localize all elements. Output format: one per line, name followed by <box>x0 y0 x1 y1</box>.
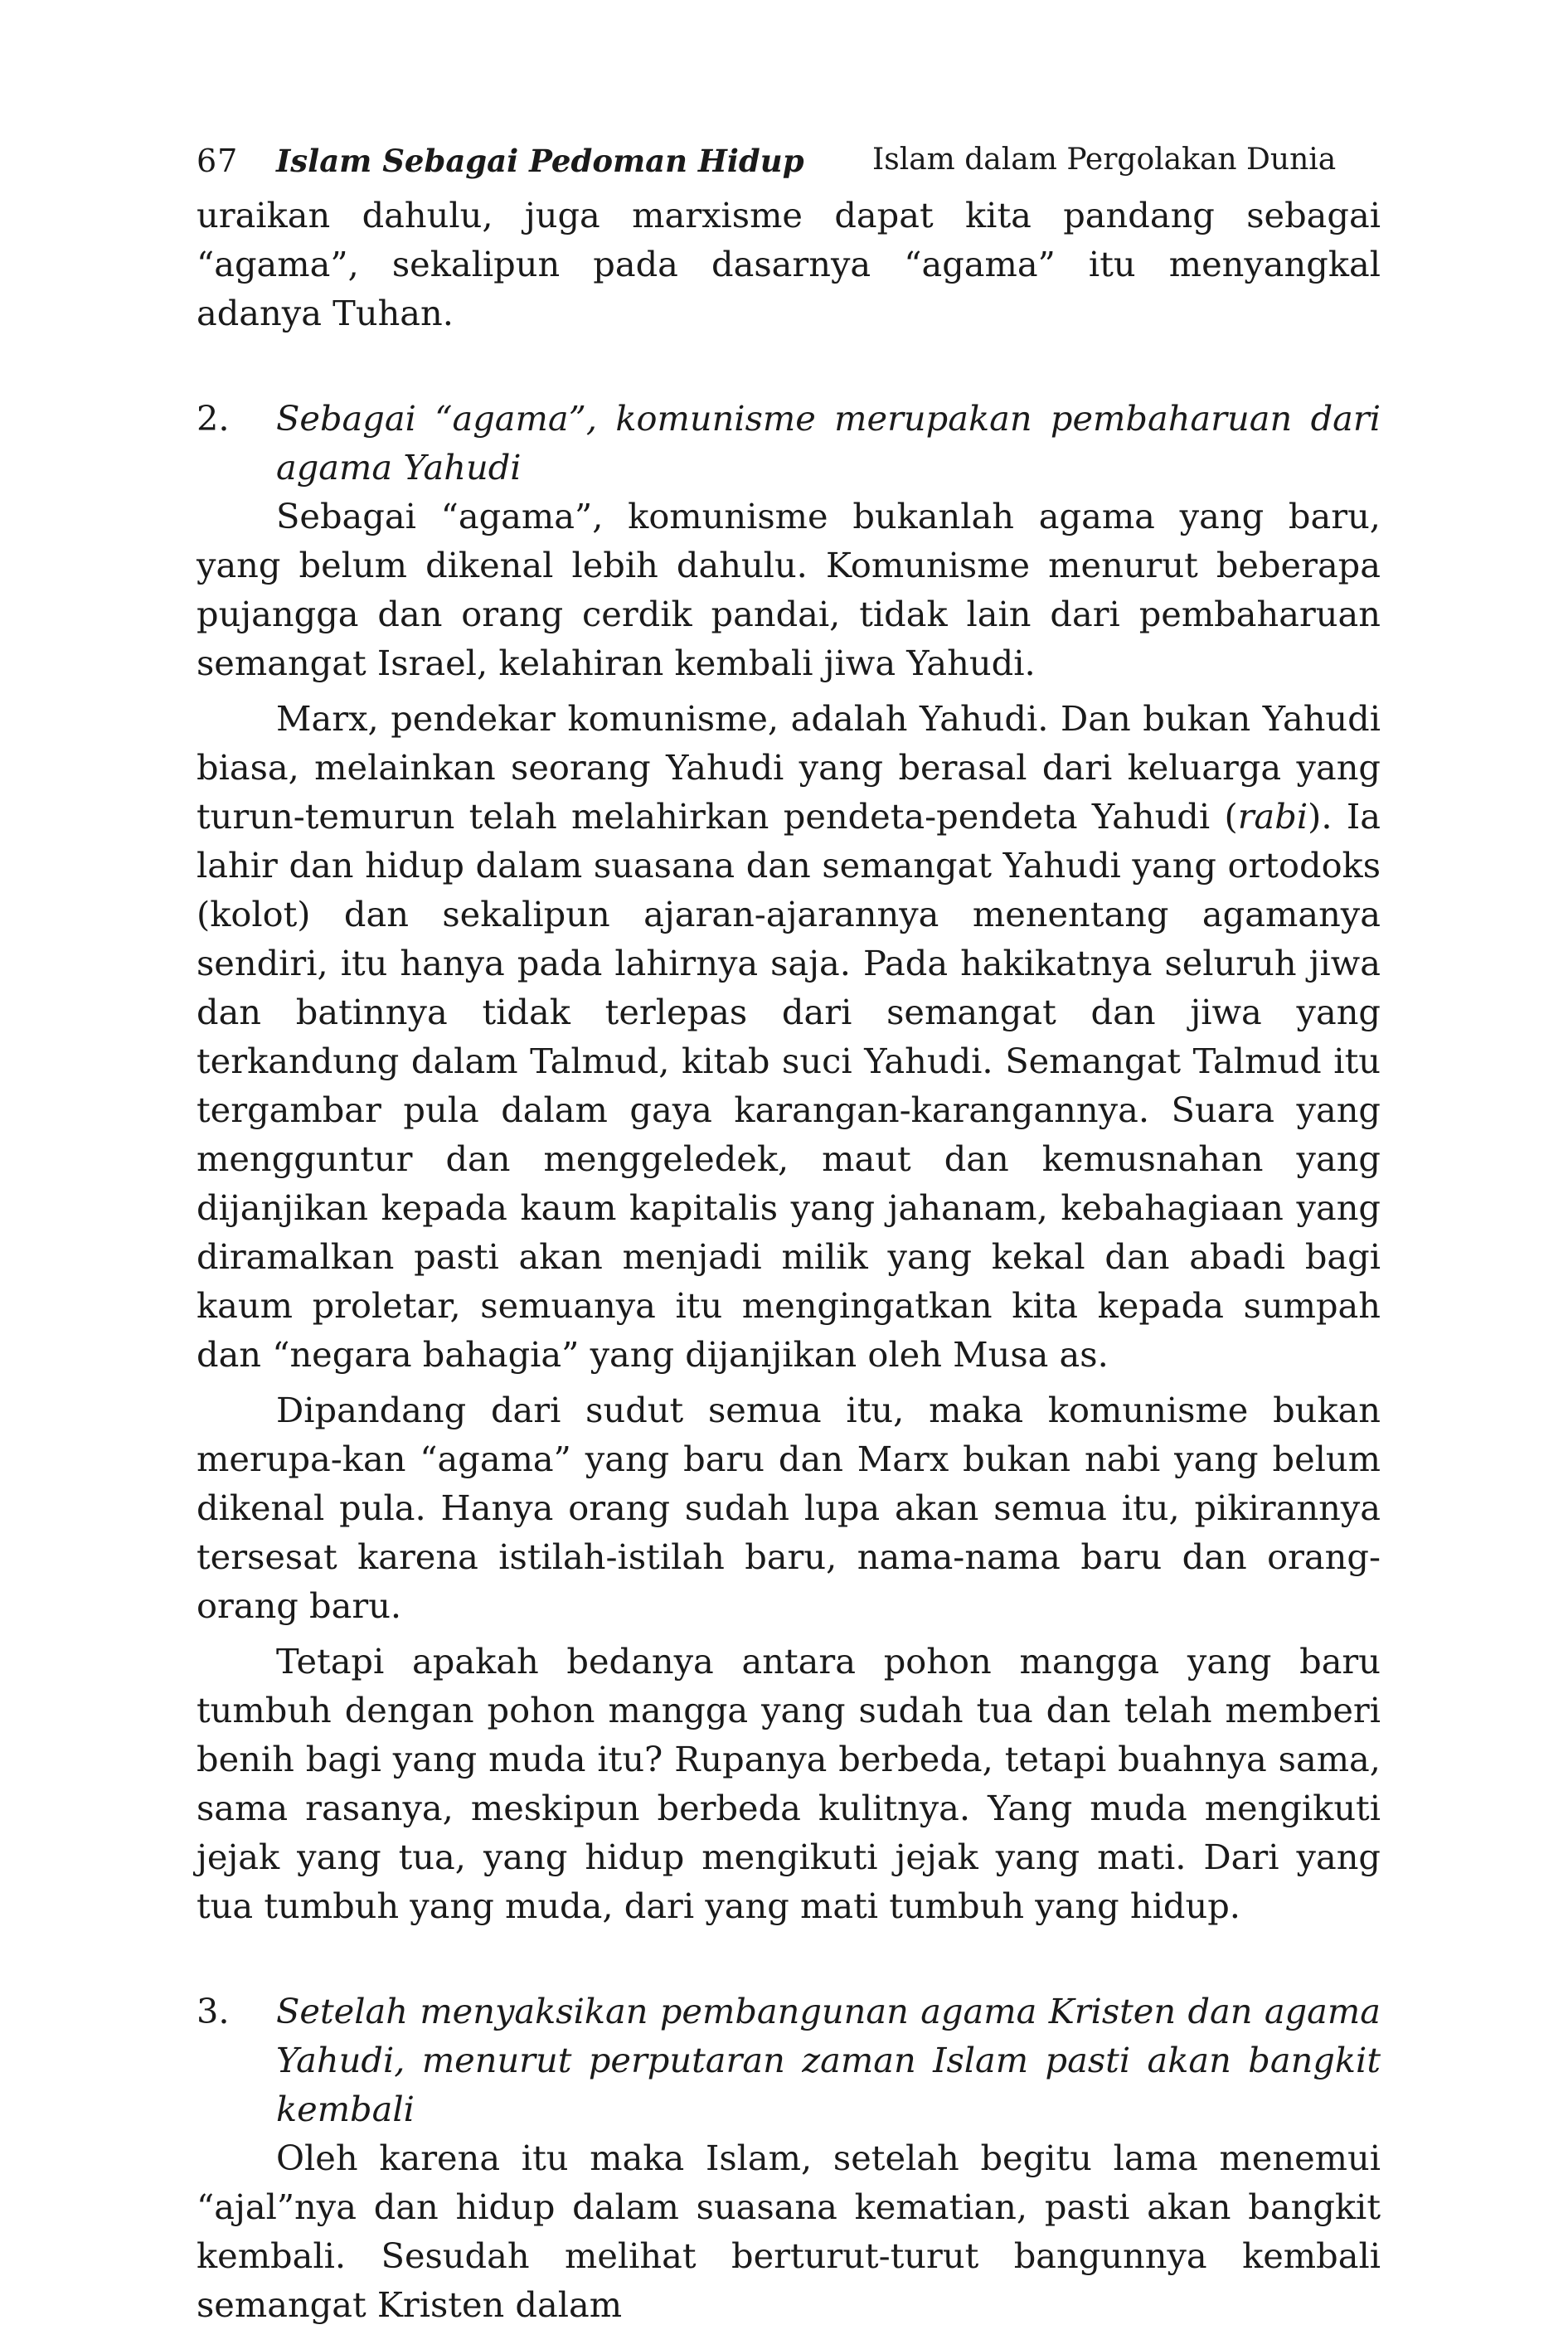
book-page <box>197 133 1381 2336</box>
running-head <box>197 133 1381 191</box>
book-title: Islam Sebagai Pedoman Hidup <box>276 143 804 179</box>
section-heading-text: Sebagai “agama”, komunisme merupakan pembaharuan dari agama Yahudi <box>276 398 1381 488</box>
italic-term: rabi <box>1237 796 1308 837</box>
page-body <box>197 191 1381 2329</box>
paragraph: Sebagai “agama”, komunisme bukanlah agama yang baru, yang belum dikenal lebih dahulu. Komunisme menurut beberapa pujangga dan orang cerdik pandai, tidak lain dari pembaharuan semangat Israel, kelahiran kembali jiwa Yahudi. <box>197 496 1381 683</box>
section-heading <box>197 1987 1381 2133</box>
paragraph: Tetapi apakah bedanya antara pohon mangga yang baru tumbuh dengan pohon mangga yang sudah tua dan telah memberi benih bagi yang muda itu? Rupanya berbeda, tetapi buahnya sama, sama rasanya, meskipun berbeda kulitnya. Yang muda mengikuti jejak yang tua, yang hidup mengikuti jejak yang mati. Dari yang tua tumbuh yang muda, dari yang mati tumbuh yang hidup. <box>197 1641 1381 1926</box>
section-number: 2. <box>197 398 230 439</box>
section-heading-text: Setelah menyaksikan pembangunan agama Kristen dan agama Yahudi, menurut perputaran zaman Islam pasti akan bangkit kembali <box>276 1991 1381 2129</box>
section-2 <box>197 394 1381 1930</box>
section-heading <box>197 394 1381 492</box>
paragraph: Dipandang dari sudut semua itu, maka komunisme bukan merupa-kan “agama” yang baru dan Marx bukan nabi yang belum dikenal pula. Hanya orang sudah lupa akan semua itu, pikirannya tersesat karena istilah-istilah baru, nama-nama baru dan orang-orang baru. <box>197 1390 1381 1626</box>
section-number: 3. <box>197 1991 230 2031</box>
page-number: 67 <box>197 143 239 179</box>
paragraph: Oleh karena itu maka Islam, setelah begitu lama menemui “ajal”nya dan hidup dalam suasana kematian, pasti akan bangkit kembali. Sesudah melihat berturut-turut bangunnya kembali semangat Kristen dalam <box>197 2138 1381 2325</box>
section-3 <box>197 1987 1381 2329</box>
intro-paragraph: uraikan dahulu, juga marxisme dapat kita pandang sebagai “agama”, sekalipun pada dasarnya “agama” itu menyangkal adanya Tuhan. <box>197 195 1381 333</box>
paragraph: Marx, pendekar komunisme, adalah Yahudi. Dan bukan Yahudi biasa, melainkan seorang Yahudi yang berasal dari keluarga yang turun-temurun telah melahirkan pendeta-pendeta Yahudi (rabi). Ia lahir dan hidup dalam suasana dan semangat Yahudi yang ortodoks (kolot) dan sekalipun ajaran-ajarannya menentang agamanya sendiri, itu hanya pada lahirnya saja. Pada hakikatnya seluruh jiwa dan batinnya tidak terlepas dari semangat dan jiwa yang terkandung dalam Talmud, kitab suci Yahudi. Semangat Talmud itu tergambar pula dalam gaya karangan-karangannya. Suara yang mengguntur dan menggeledek, maut dan kemusnahan yang dijanjikan kepada kaum kapitalis yang jahanam, kebahagiaan yang diramalkan pasti akan menjadi milik yang kekal dan abadi bagi kaum proletar, semuanya itu mengingatkan kita kepada sumpah dan “negara bahagia” yang dijanjikan oleh Musa as. <box>197 698 1381 1375</box>
chapter-title: Islam dalam Pergolakan Dunia <box>872 143 1337 177</box>
